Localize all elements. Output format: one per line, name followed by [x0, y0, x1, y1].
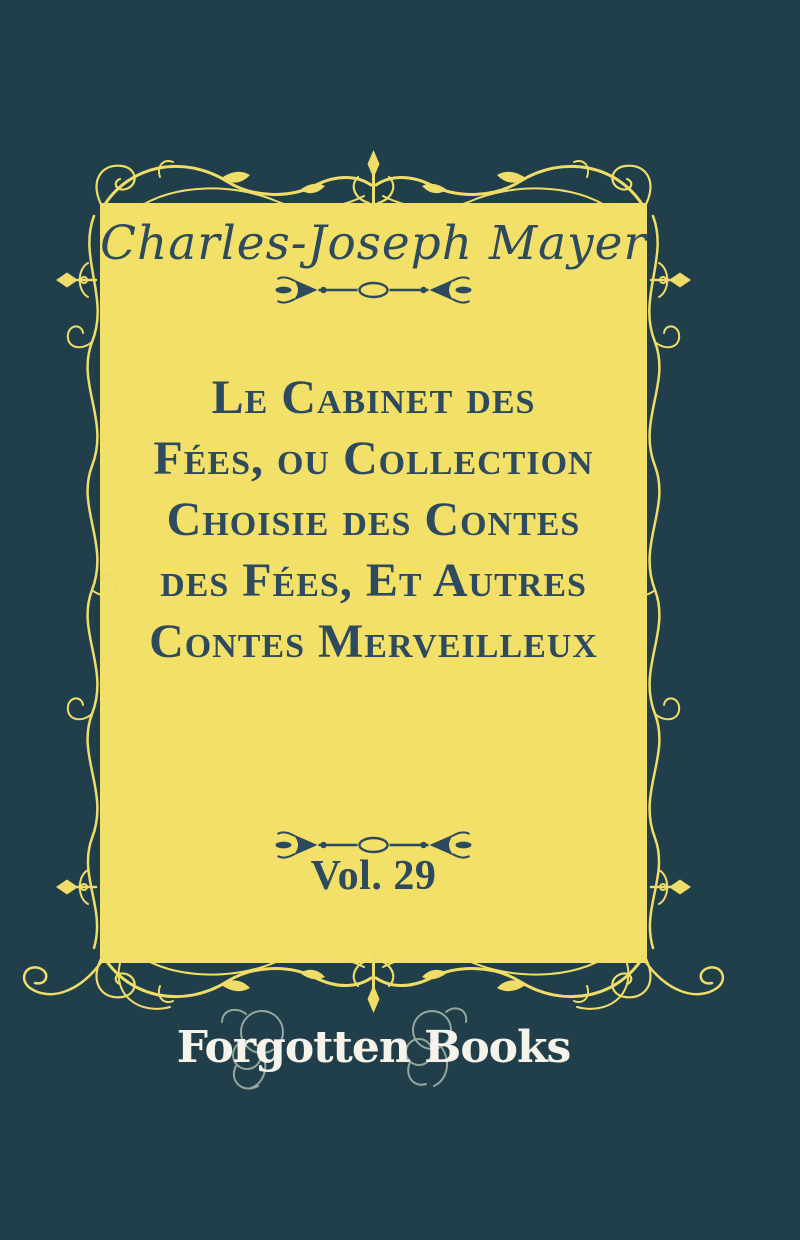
volume-label: Vol. 29 [310, 853, 437, 899]
title-line: Le Cabinet des [211, 371, 536, 424]
publisher-name: Forgotten Books [176, 1022, 571, 1073]
title-line: des Fées, Et Autres [160, 554, 587, 607]
publisher-logo [0, 1018, 747, 1078]
author-name: Charles-Joseph Mayer [100, 216, 647, 271]
title-line: Contes Merveilleux [149, 615, 598, 668]
title-line: Fées, ou Collection [153, 432, 594, 485]
book-title [0, 367, 747, 672]
title-line: Choisie des Contes [166, 493, 581, 546]
frame-top-flourish [97, 150, 651, 212]
